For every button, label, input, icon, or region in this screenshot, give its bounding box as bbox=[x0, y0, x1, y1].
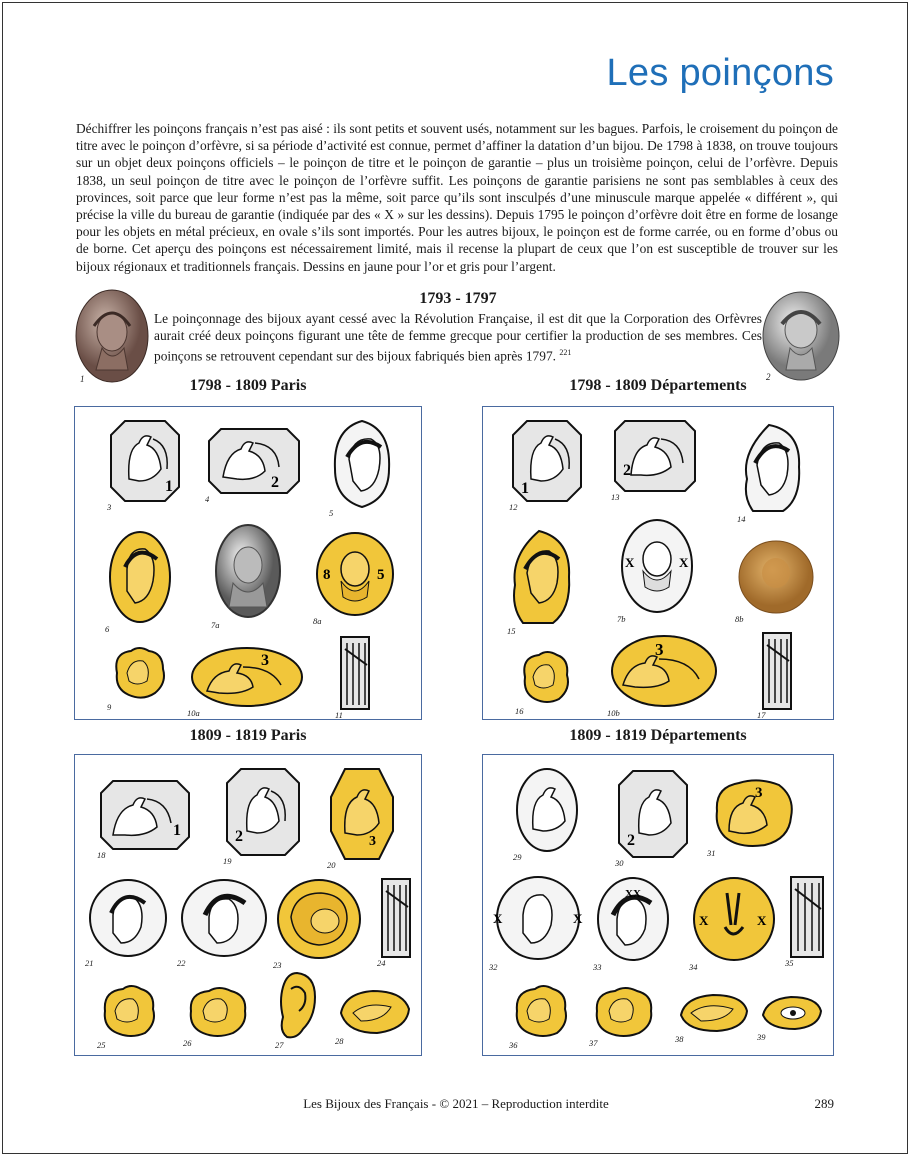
mark-number: 29 bbox=[513, 852, 522, 862]
mark-30 bbox=[615, 769, 689, 868]
mark-17 bbox=[757, 631, 795, 720]
heading-1809-paris: 1809 - 1819 Paris bbox=[189, 727, 307, 744]
svg-text:1: 1 bbox=[521, 480, 529, 497]
mark-34 bbox=[689, 875, 777, 972]
mark-16 bbox=[515, 647, 573, 716]
mark-number: 30 bbox=[615, 858, 624, 868]
mark-number: 12 bbox=[509, 502, 518, 512]
mark-39 bbox=[757, 993, 825, 1042]
mark-35 bbox=[785, 875, 827, 968]
mark-number: 11 bbox=[335, 710, 343, 720]
heading-1809-departements: 1809 - 1819 Départements bbox=[569, 727, 747, 744]
panel-1809-1819-paris bbox=[74, 754, 422, 1056]
mark-19 bbox=[223, 767, 301, 866]
mark-number: 24 bbox=[377, 958, 386, 968]
mark-5 bbox=[329, 419, 393, 518]
panel-1809-1819-departements bbox=[482, 754, 834, 1056]
mark-24 bbox=[377, 877, 413, 968]
mark-11 bbox=[335, 635, 373, 720]
mark-15 bbox=[507, 529, 575, 636]
mark-number: 28 bbox=[335, 1036, 344, 1046]
mark-number: 10a bbox=[187, 708, 200, 718]
fig-number: 2 bbox=[766, 372, 771, 382]
svg-text:3: 3 bbox=[261, 652, 269, 669]
mark-10a bbox=[187, 645, 305, 718]
mark-number: 14 bbox=[737, 514, 746, 524]
mark-13 bbox=[611, 419, 697, 502]
mark-number: 8b bbox=[735, 614, 744, 624]
mark-number: 38 bbox=[675, 1034, 684, 1044]
svg-text:X: X bbox=[573, 911, 583, 926]
page-title: Les poinçons bbox=[606, 52, 834, 94]
svg-text:3: 3 bbox=[655, 640, 664, 659]
mark-number: 25 bbox=[97, 1040, 106, 1050]
mark-27 bbox=[275, 971, 317, 1050]
svg-text:X: X bbox=[625, 555, 635, 570]
section-heading: 1793 - 1797 bbox=[419, 290, 497, 307]
mark-number: 18 bbox=[97, 850, 106, 860]
mark-23 bbox=[273, 877, 363, 970]
footer-text: Les Bijoux des Français - © 2021 – Reproduction interdite bbox=[303, 1096, 609, 1111]
mark-31 bbox=[707, 775, 797, 858]
svg-text:X: X bbox=[493, 911, 503, 926]
mark-number: 35 bbox=[785, 958, 794, 968]
mark-number: 5 bbox=[329, 508, 334, 518]
mark-7b bbox=[617, 517, 695, 624]
mark-21 bbox=[85, 877, 169, 968]
mark-number: 33 bbox=[593, 962, 602, 972]
mark-9 bbox=[107, 643, 169, 712]
mark-25 bbox=[97, 981, 161, 1050]
svg-text:3: 3 bbox=[755, 785, 763, 801]
footnote-ref: 221 bbox=[559, 348, 572, 357]
svg-text:8: 8 bbox=[323, 567, 331, 583]
mark-28 bbox=[335, 987, 413, 1046]
mark-14 bbox=[737, 423, 803, 524]
mark-number: 27 bbox=[275, 1040, 284, 1050]
mark-number: 6 bbox=[105, 624, 110, 634]
mark-number: 37 bbox=[589, 1038, 598, 1048]
mark-7a bbox=[211, 521, 283, 630]
svg-text:1: 1 bbox=[165, 478, 173, 495]
svg-text:X: X bbox=[679, 555, 689, 570]
intro-paragraph: Déchiffrer les poinçons français n’est pas aisé : ils sont petits et souvent usés, notamment sur les bagues. Parfois, le croisement du poinçon de titre avec le poinçon d’orfèvre, si sa période d’activité est connue, permet d’affiner la datation d’un bijou. De 1798 à 1838, on trouve toujours sur un objet deux poinçons officiels – le poinçon de titre et le poinçon de garantie – plus un troisième poinçon, celui de l’orfèvre. Depuis 1838, un seul poinçon de titre avec le poinçon de l’orfèvre suffit. Les poinçons de garantie parisiens ne sont pas semblables à ceux des provinces, soit parce que leur forme n’est pas la même, soit parce qu’ils sont insculpés d’une minuscule marque appelée « différent », qui précise la ville du bureau de garantie (indiquée par des « X » sur les dessins). Depuis 1795 le poinçon d’orfèvre doit être en forme de losange pour les objets en métal précieux, en ovale s’ils sont importés. Pour les autres bijoux, le poinçon est de forme carrée, ou en forme d’obus ou de borne. Cet aperçu des poinçons est nécessairement limité, mais il recense la plupart de ceux que l’on est susceptible de trouver sur les bijoux régionaux et traditionnels français. Dessins en jaune pour l’or et gris pour l’argent. bbox=[76, 121, 838, 274]
svg-text:5: 5 bbox=[377, 567, 385, 583]
mark-38 bbox=[675, 991, 751, 1044]
svg-text:1: 1 bbox=[173, 822, 181, 839]
mark-number: 21 bbox=[85, 958, 94, 968]
section-text: Le poinçonnage des bijoux ayant cessé avec la Révolution Française, il est dit que la Corporation des Orfèvres aurait créé deux poinçons figurant une tête de femme grecque pour certifier la production de ses membres. Ces poinçons se retrouvent cependant sur des bijoux fabriqués bien après 1797. $^{221}$ bbox=[154, 311, 762, 364]
mark-number: 9 bbox=[107, 702, 112, 712]
svg-text:2: 2 bbox=[623, 462, 631, 479]
panel-1798-1809-paris bbox=[74, 406, 422, 720]
medal-greek-head-right bbox=[760, 288, 842, 384]
svg-text:2: 2 bbox=[271, 474, 279, 491]
svg-text:2: 2 bbox=[627, 832, 635, 849]
mark-3 bbox=[107, 419, 181, 512]
mark-number: 8a bbox=[313, 616, 322, 626]
svg-text:X: X bbox=[757, 913, 767, 928]
mark-number: 36 bbox=[509, 1040, 518, 1050]
mark-number: 7b bbox=[617, 614, 626, 624]
mark-number: 31 bbox=[707, 848, 716, 858]
mark-number: 13 bbox=[611, 492, 620, 502]
svg-text:2: 2 bbox=[235, 828, 243, 845]
mark-number: 34 bbox=[689, 962, 698, 972]
mark-29 bbox=[513, 767, 579, 862]
mark-32 bbox=[489, 873, 585, 972]
mark-number: 3 bbox=[107, 502, 112, 512]
mark-36 bbox=[509, 981, 573, 1050]
mark-26 bbox=[183, 983, 251, 1048]
mark-22 bbox=[177, 877, 269, 968]
mark-number: 19 bbox=[223, 856, 232, 866]
fig-number: 1 bbox=[80, 374, 85, 384]
mark-number: 26 bbox=[183, 1038, 192, 1048]
mark-number: 17 bbox=[757, 710, 766, 720]
mark-4 bbox=[205, 427, 301, 504]
mark-10b bbox=[607, 633, 719, 718]
panel-1798-1809-departements bbox=[482, 406, 834, 720]
mark-number: 7a bbox=[211, 620, 220, 630]
mark-12 bbox=[509, 419, 583, 512]
mark-number: 4 bbox=[205, 494, 210, 504]
mark-6 bbox=[105, 529, 173, 634]
mark-number: 10b bbox=[607, 708, 620, 718]
mark-number: 23 bbox=[273, 960, 282, 970]
mark-number: 20 bbox=[327, 860, 336, 870]
page-number: 289 bbox=[814, 1096, 834, 1111]
section-1793-1797 bbox=[154, 290, 762, 364]
mark-18 bbox=[97, 779, 191, 860]
mark-number: 22 bbox=[177, 958, 186, 968]
heading-1798-departements: 1798 - 1809 Départements bbox=[569, 377, 747, 394]
mark-number: 15 bbox=[507, 626, 516, 636]
mark-number: 16 bbox=[515, 706, 524, 716]
mark-8b bbox=[735, 539, 815, 624]
medal-greek-head-left bbox=[72, 286, 152, 386]
mark-20 bbox=[327, 767, 395, 870]
svg-text:X: X bbox=[699, 913, 709, 928]
mark-number: 32 bbox=[489, 962, 498, 972]
mark-number: 39 bbox=[757, 1032, 766, 1042]
mark-37 bbox=[589, 983, 657, 1048]
heading-1798-paris: 1798 - 1809 Paris bbox=[189, 377, 307, 394]
svg-text:3: 3 bbox=[369, 834, 376, 849]
mark-33 bbox=[593, 875, 671, 972]
mark-8a bbox=[313, 531, 395, 626]
svg-text:XX: XX bbox=[625, 888, 641, 900]
